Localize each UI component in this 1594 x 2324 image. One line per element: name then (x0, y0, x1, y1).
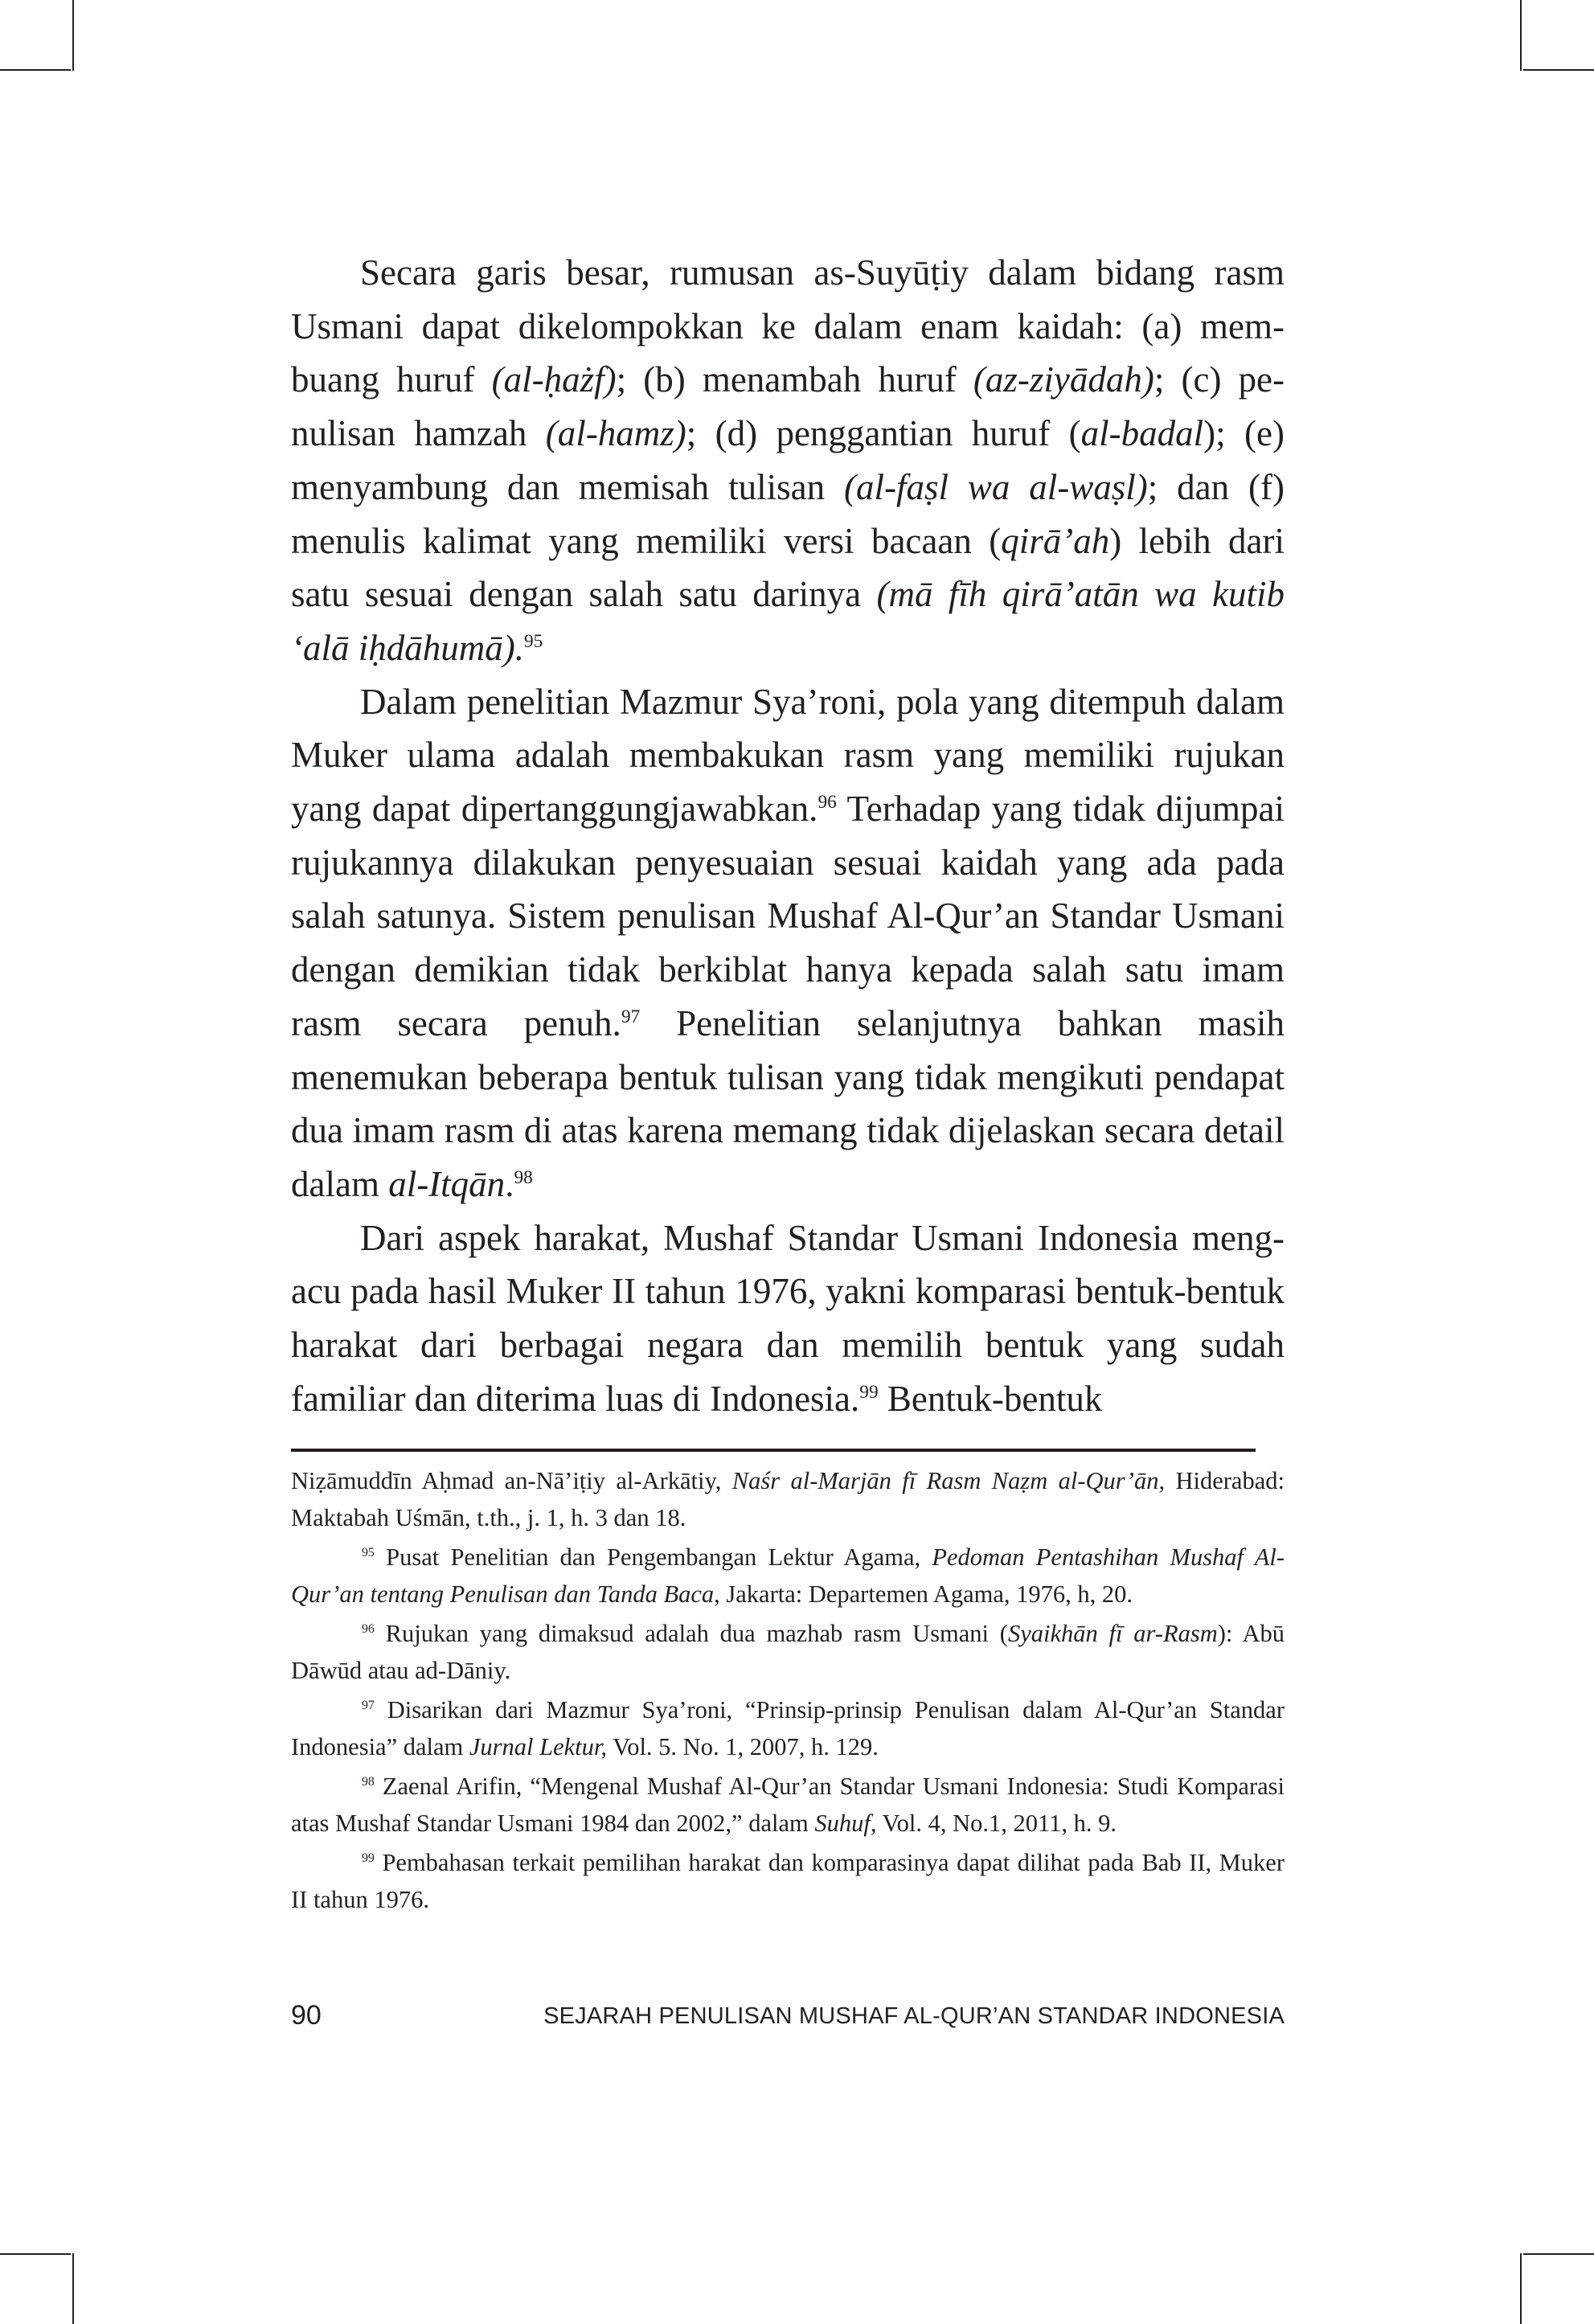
crop-mark-top-right (1523, 69, 1594, 71)
text-run: ) lebih dari satu sesuai dengan salah satu darinya (291, 520, 1285, 615)
footnote-separator (291, 1449, 1256, 1452)
text-run: ; (b) menambah huruf (616, 359, 973, 400)
text-run: ; (c) penulisan hamzah (291, 359, 1285, 454)
footnote-95 (291, 1539, 1285, 1613)
footnote-marker: 97 (362, 1698, 375, 1712)
crop-mark-bottom-right (1523, 2253, 1594, 2255)
page-number: 90 (291, 2000, 322, 2031)
italic-text: (al-hamz) (545, 413, 686, 454)
italic-text: qirā’ah (1001, 520, 1110, 561)
text-run: Terhadap yang tidak dijumpai rujukannya dilakukan penyesuaian sesuai kaidah yang ada pada salah satunya. Sistem penulisan Mushaf Al-Qur’an Standar Usmani dengan demikian tidak berkiblat hanya kepada salah satu imam rasm secara penuh. (291, 789, 1285, 1043)
body-paragraph (291, 675, 1285, 1211)
text-run: Dalam penelitian Mazmur Sya’roni, pola yang ditempuh dalam Muker ulama adalah membakukan rasm yang memiliki rujukan yang dapat dipertanggungjawabkan. (291, 681, 1285, 830)
text-run: Niẓāmuddīn Aḥmad an-Nā’iṭiy al-Arkātiy, (291, 1467, 732, 1494)
footnote-marker: 96 (817, 792, 837, 814)
footnote-98 (291, 1769, 1285, 1842)
running-title: SEJARAH PENULISAN MUSHAF AL-QUR’AN STANDAR INDONESIA (543, 2003, 1285, 2029)
crop-mark-top-right (1520, 0, 1522, 71)
text-run: Hiderabad: Maktabah Uśmān, t.th., j. 1, h. 3 dan 18. (291, 1467, 1285, 1531)
text-run: ); (e) menyambung dan memisah tulisan (291, 413, 1285, 507)
crop-mark-bottom-right (1520, 2253, 1522, 2324)
footnote-marker: 95 (362, 1545, 375, 1560)
footnote-marker: 95 (523, 630, 543, 652)
italic-text: Naśr al-Marjān fī Rasm Naẓm al-Qur’ān, (731, 1467, 1166, 1494)
body-paragraph (291, 1211, 1285, 1426)
text-run: Secara garis besar, rumusan as-Suyūṭiy dalam bidang rasm Usmani dapat dikelompokkan ke dalam enam kaidah: (a) membuang huruf (291, 252, 1285, 400)
footnote-marker: 99 (859, 1381, 879, 1403)
text-run: ): Abū Dāwūd atau ad-Dāniy. (291, 1620, 1285, 1684)
italic-text: Suhuf, (814, 1809, 877, 1837)
footnote-marker: 99 (362, 1851, 375, 1865)
text-run: ; (d) penggantian huruf ( (686, 413, 1081, 454)
text-run: Zaenal Arifin, “Mengenal Mushaf Al-Qur’an Standar Usmani Indonesia: Studi Komparasi atas Mushaf Standar Usmani 1984 dan 2002,” dalam (291, 1773, 1285, 1837)
body-text (291, 246, 1285, 1425)
crop-mark-bottom-left (0, 2253, 71, 2255)
text-run: Bentuk-bentuk (878, 1378, 1103, 1419)
text-run: Rujukan yang dimaksud adalah dua mazhab rasm Usmani ( (374, 1620, 1008, 1647)
text-run: Vol. 5. No. 1, 2007, h. 129. (607, 1732, 879, 1760)
footnote-96 (291, 1616, 1285, 1689)
footnote-continuation (291, 1463, 1285, 1536)
italic-text: (mā fīh qirā’atān wa kutib ‘alā iḥdāhumā). (291, 574, 1285, 668)
text-run: , Jakarta: Departemen Agama, 1976, h, 20. (714, 1580, 1133, 1608)
footnote-marker: 98 (514, 1166, 533, 1188)
body-paragraph (291, 246, 1285, 675)
text-run: . (505, 1163, 514, 1204)
italic-text: al-badal (1080, 413, 1204, 454)
text-run: Disarikan dari Mazmur Sya’roni, “Prinsip-prinsip Penulisan dalam Al-Qur’an Standar Indonesia” dalam (291, 1696, 1285, 1760)
crop-mark-bottom-left (72, 2253, 74, 2324)
italic-text: Jurnal Lektur, (469, 1732, 608, 1760)
text-run: Penelitian selanjutnya bahkan masih menemukan beberapa bentuk tulisan yang tidak mengikuti pendapat dua imam rasm di atas karena memang tidak dijelaskan secara detail dalam (291, 1002, 1285, 1204)
italic-text: al-Itqān (388, 1163, 506, 1204)
text-run: Vol. 4, No.1, 2011, h. 9. (876, 1809, 1117, 1837)
text-run: Pembahasan terkait pemilihan harakat dan komparasinya dapat dilihat pada Bab II, Muker II tahun 1976. (291, 1849, 1285, 1913)
crop-mark-top-left (0, 69, 71, 71)
italic-text: Syaikhān fī ar-Rasm (1007, 1620, 1218, 1647)
footnote-marker: 97 (621, 1006, 641, 1027)
italic-text: (al-faṣl wa al-waṣl) (843, 466, 1148, 507)
text-run: Dari aspek harakat, Mushaf Standar Usmani Indonesia mengacu pada hasil Muker II tahun 1976, yakni komparasi bentuk-bentuk harakat dari berbagai negara dan memilih bentuk yang sudah familiar dan diterima luas di Indonesia. (291, 1217, 1285, 1419)
italic-text: Pedoman Pentashihan Mushaf Al-Qur’an tentang Penulisan dan Tanda Baca (291, 1543, 1285, 1608)
text-run: Pusat Penelitian dan Pengembangan Lektur Agama, (374, 1543, 932, 1571)
footnote-97 (291, 1692, 1285, 1765)
crop-mark-top-left (72, 0, 74, 71)
footnote-marker: 98 (362, 1774, 375, 1789)
footnote-marker: 96 (362, 1621, 375, 1636)
italic-text: (al-ḥażf) (491, 359, 617, 400)
footnotes (291, 1463, 1285, 1918)
footnote-99 (291, 1845, 1285, 1918)
text-run: ; dan (f) menulis kalimat yang memiliki versi bacaan ( (291, 466, 1285, 561)
italic-text: (az-ziyādah) (973, 359, 1154, 400)
